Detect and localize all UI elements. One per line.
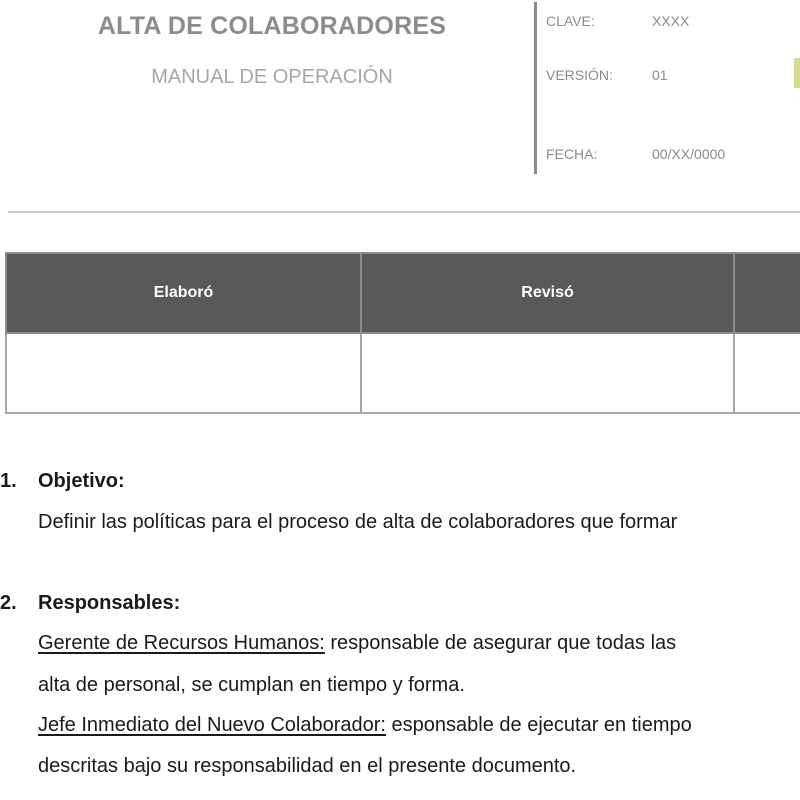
approval-table [5, 252, 800, 414]
objetivo-heading: Objetivo: [38, 470, 125, 492]
objetivo-number: 1. [0, 470, 17, 492]
gerente-description-cont: alta de personal, se cumplan en tiempo y forma. [38, 674, 465, 696]
fecha-label: FECHA: [546, 146, 598, 162]
responsables-heading: Responsables: [38, 592, 181, 614]
header-rule [8, 211, 800, 213]
document-subtitle: MANUAL DE OPERACIÓN [151, 66, 393, 88]
version-label: VERSIÓN: [546, 67, 613, 83]
third-cell [734, 333, 800, 413]
approval-signature-row [6, 333, 800, 413]
gerente-line [38, 632, 676, 655]
reviso-header: Revisó [361, 253, 734, 333]
gerente-description: responsable de asegurar que todas las [324, 632, 677, 654]
document-title: ALTA DE COLABORADORES [97, 12, 447, 40]
jefe-description: esponsable de ejecutar en tiempo [386, 714, 692, 736]
reviso-cell [361, 333, 734, 413]
clave-label: CLAVE: [546, 13, 595, 29]
jefe-description-cont: descritas bajo su responsabilidad en el presente documento. [38, 755, 577, 777]
jefe-line [38, 714, 692, 737]
elaboro-cell [6, 333, 361, 413]
objetivo-text: Definir las políticas para el proceso de alta de colaboradores que formar [38, 511, 678, 533]
third-header [734, 253, 800, 333]
gerente-role: Gerente de Recursos Humanos: [38, 632, 325, 654]
header-divider [534, 2, 537, 174]
jefe-role: Jefe Inmediato del Nuevo Colaborador: [38, 714, 386, 736]
fecha-value: 00/XX/0000 [652, 146, 726, 162]
logo-fragment [794, 58, 800, 88]
elaboro-header: Elaboró [6, 253, 361, 333]
approval-header-row [6, 253, 800, 333]
clave-value: XXXX [652, 13, 690, 29]
responsables-number: 2. [0, 592, 17, 614]
version-value: 01 [652, 67, 668, 83]
